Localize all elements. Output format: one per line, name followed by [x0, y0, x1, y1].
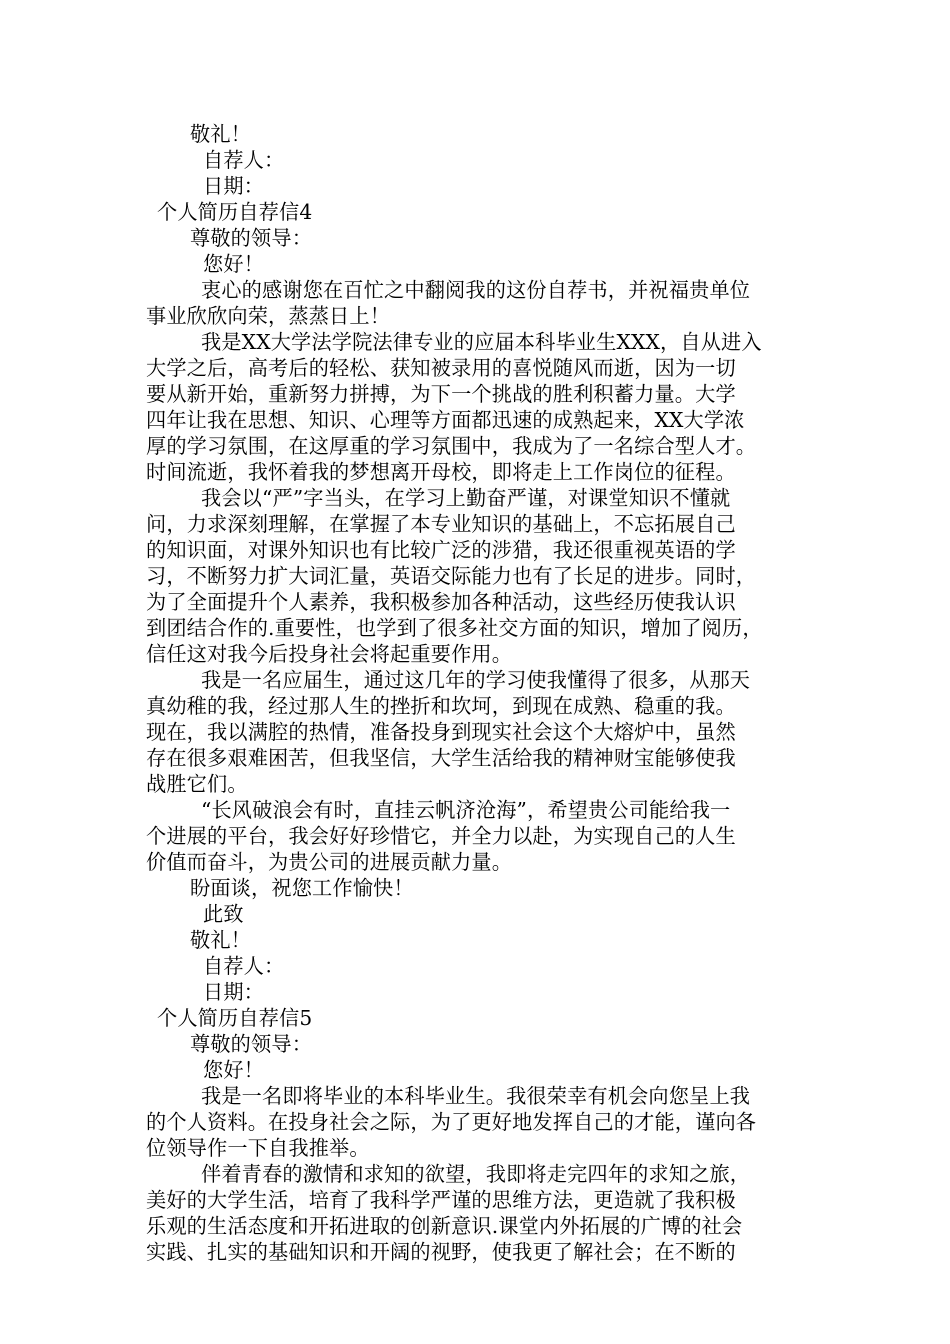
paragraph-line: 位领导作一下自我推举。 [146, 1136, 370, 1160]
paragraph-line: 衷心的感谢您在百忙之中翻阅我的这份自荐书，并祝福贵单位 [201, 278, 751, 302]
closing-salute: 敬礼！ [190, 928, 252, 952]
paragraph-line: “长风破浪会有时，直挂云帆济沧海”，希望贵公司能给我一 [201, 798, 731, 822]
date-label: 日期： [203, 980, 265, 1004]
salutation: 尊敬的领导： [190, 1032, 313, 1056]
section-heading: 个人简历自荐信4 [157, 200, 313, 224]
paragraph-line: 要从新开始，重新努力拼搏，为下一个挑战的胜利积蓄力量。大学 [146, 382, 736, 406]
paragraph-line: 时间流逝，我怀着我的梦想离开母校，即将走上工作岗位的征程。 [146, 460, 736, 484]
paragraph-line: 实践、扎实的基础知识和开阔的视野，使我更了解社会；在不断的 [146, 1240, 736, 1264]
greeting: 您好！ [203, 1058, 265, 1082]
paragraph-line: 厚的学习氛围，在这厚重的学习氛围中，我成为了一名综合型人才。 [146, 434, 757, 458]
paragraph-line: 战胜它们。 [146, 772, 248, 796]
paragraph-line: 价值而奋斗，为贵公司的进展贡献力量。 [146, 850, 513, 874]
paragraph-line: 的知识面，对课外知识也有比较广泛的涉猎，我还很重视英语的学 [146, 538, 736, 562]
paragraph-line: 四年让我在思想、知识、心理等方面都迅速的成熟起来，XX大学浓 [146, 408, 745, 432]
paragraph-line: 乐观的生活态度和开拓进取的创新意识.课堂内外拓展的广博的社会 [146, 1214, 743, 1238]
paragraph-line: 的个人资料。在投身社会之际，为了更好地发挥自己的才能，谨向各 [146, 1110, 757, 1134]
paragraph-line: 真幼稚的我，经过那人生的挫折和坎坷，到现在成熟、稳重的我。 [146, 694, 736, 718]
section-heading: 个人简历自荐信5 [157, 1006, 313, 1030]
paragraph-line: 我是一名即将毕业的本科毕业生。我很荣幸有机会向您呈上我 [201, 1084, 751, 1108]
paragraph-line: 问，力求深刻理解，在掌握了本专业知识的基础上，不忘拓展自己 [146, 512, 736, 536]
paragraph-line: 盼面谈，祝您工作愉快！ [190, 876, 414, 900]
paragraph-line: 我会以“严”字当头，在学习上勤奋严谨，对课堂知识不懂就 [201, 486, 731, 510]
paragraph-line: 信任这对我今后投身社会将起重要作用。 [146, 642, 513, 666]
signature-label: 自荐人： [203, 954, 285, 978]
paragraph-line: 美好的大学生活，培育了我科学严谨的思维方法，更造就了我积极 [146, 1188, 736, 1212]
paragraph-line: 到团结合作的.重要性，也学到了很多社交方面的知识，增加了阅历， [146, 616, 763, 640]
paragraph-line: 为了全面提升个人素养，我积极参加各种活动，这些经历使我认识 [146, 590, 736, 614]
paragraph-line: 个进展的平台，我会好好珍惜它，并全力以赴，为实现自己的人生 [146, 824, 736, 848]
date-label: 日期： [203, 174, 265, 198]
greeting: 您好！ [203, 252, 265, 276]
closing-salute: 敬礼！ [190, 122, 252, 146]
paragraph-line: 伴着青春的激情和求知的欲望，我即将走完四年的求知之旅， [201, 1162, 751, 1186]
paragraph-line: 习，不断努力扩大词汇量，英语交际能力也有了长足的进步。同时， [146, 564, 757, 588]
paragraph-line: 我是一名应届生，通过这几年的学习使我懂得了很多，从那天 [201, 668, 751, 692]
salutation: 尊敬的领导： [190, 226, 313, 250]
paragraph-line: 现在，我以满腔的热情，准备投身到现实社会这个大熔炉中，虽然 [146, 720, 736, 744]
closing-phrase: 此致 [203, 902, 244, 926]
paragraph-line: 事业欣欣向荣，蒸蒸日上！ [146, 304, 391, 328]
signature-label: 自荐人： [203, 148, 285, 172]
paragraph-line: 我是XX大学法学院法律专业的应届本科毕业生XXX，自从进入 [201, 330, 762, 354]
paragraph-line: 大学之后，高考后的轻松、获知被录用的喜悦随风而逝，因为一切 [146, 356, 736, 380]
paragraph-line: 存在很多艰难困苦，但我坚信，大学生活给我的精神财宝能够使我 [146, 746, 736, 770]
